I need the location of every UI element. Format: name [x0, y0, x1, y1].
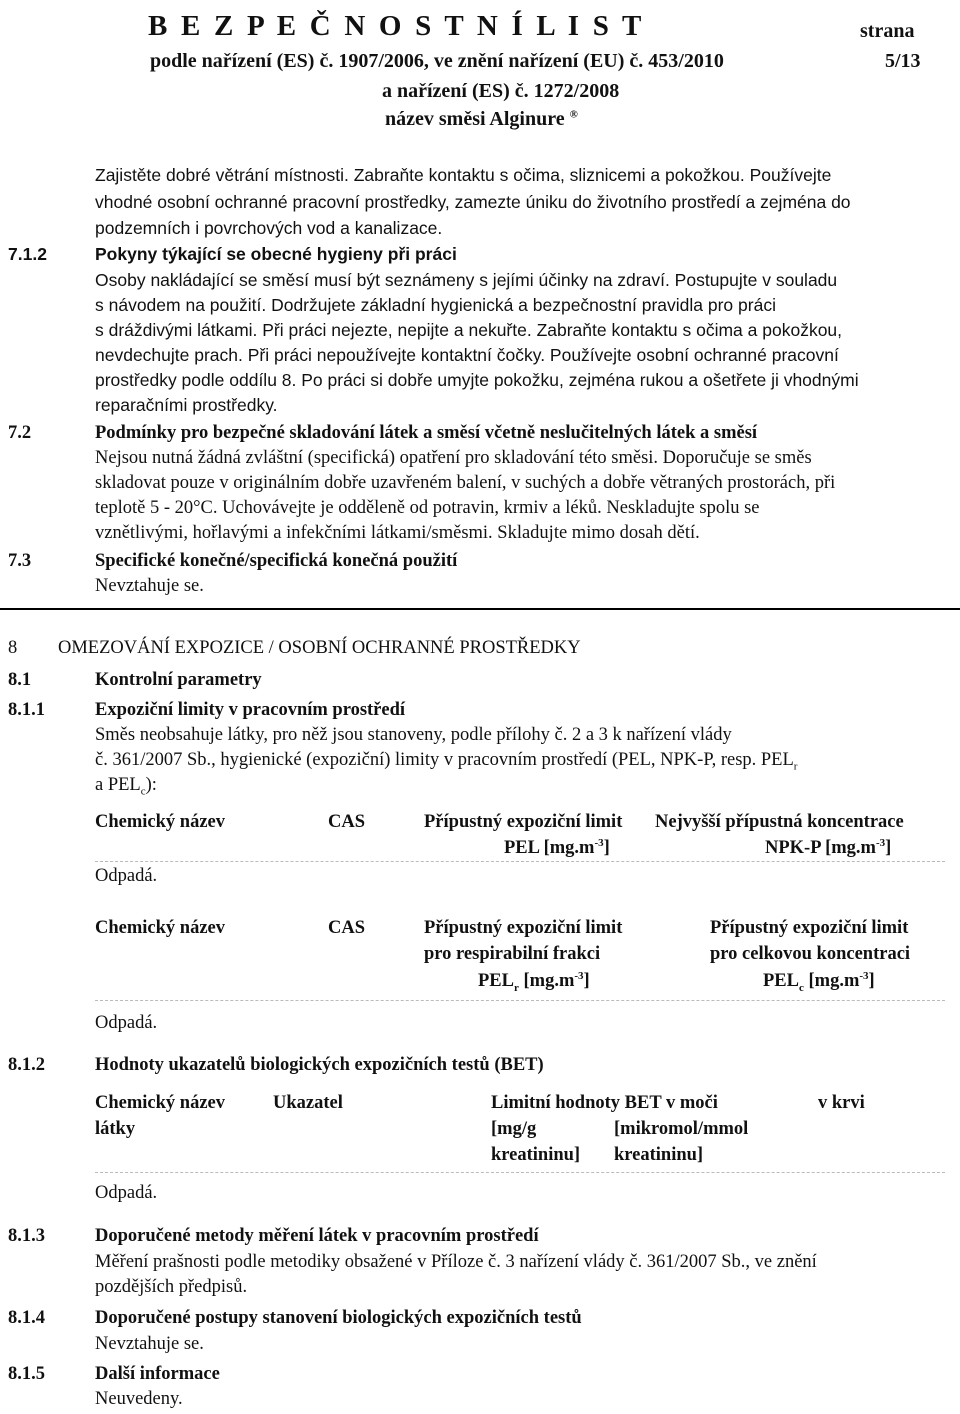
table-header-pel-r: Přípustný expoziční limit [424, 918, 623, 938]
section-number: 8.1.4 [8, 1308, 45, 1328]
table-row: Odpadá. [95, 1013, 158, 1033]
header-regulation-line-2: a nařízení (ES) č. 1272/2008 [382, 80, 620, 102]
section-number: 7.2 [8, 423, 32, 443]
table-header-pel-c-2: pro celkovou koncentraci [710, 944, 911, 964]
table-header-chemical-name-2: látky [95, 1119, 136, 1139]
section-heading: OMEZOVÁNÍ EXPOZICE / OSOBNÍ OCHRANNÉ PROSTŘEDKY [58, 638, 581, 658]
table-header-unit-mikromol: [mikromol/mmol [614, 1119, 749, 1139]
paragraph-line: Nevztahuje se. [95, 1334, 204, 1354]
section-number: 8.1.5 [8, 1364, 45, 1384]
paragraph-line: s návodem na použití. Dodržujete základní hygienická a bezpečnostní pravidla pro práci [95, 295, 776, 315]
paragraph-line: Nevztahuje se. [95, 576, 204, 596]
paragraph-line: prostředky podle oddílu 8. Po práci si dobře umyjte pokožku, zejména rukou a ošetřete ji vhodnými [95, 370, 859, 390]
section-number: 8.1.3 [8, 1226, 45, 1246]
paragraph-line: s dráždivými látkami. Při práci nejezte, nepijte a nekuřte. Zabraňte kontaktu s očima a pokožkou, [95, 320, 843, 340]
table-header-indicator: Ukazatel [273, 1093, 343, 1113]
section-heading: Expoziční limity v pracovním prostředí [95, 700, 406, 720]
registered-mark: ® [569, 108, 578, 121]
section-heading: Kontrolní parametry [95, 670, 262, 690]
paragraph-line: Osoby nakládající se směsí musí být seznámeny s jejími účinky na zdraví. Postupujte v souladu [95, 270, 838, 290]
table-header-pel: Přípustný expoziční limit [424, 812, 623, 832]
section-number: 8 [8, 638, 18, 658]
table-divider [95, 1000, 945, 1001]
table-header-pel-r-2: pro respirabilní frakci [424, 944, 601, 964]
table-header-blood: v krvi [818, 1093, 865, 1113]
table-header-cas: CAS [328, 918, 366, 938]
header-regulation-line: podle nařízení (ES) č. 1907/2006, ve znění nařízení (EU) č. 453/2010 [150, 50, 724, 72]
table-row: Odpadá. [95, 866, 158, 886]
header-product-name: název směsi Alginure ® [385, 108, 578, 130]
section-number: 8.1.1 [8, 700, 45, 720]
table-header-chemical-name: Chemický název [95, 812, 225, 832]
paragraph-line: Neuvedeny. [95, 1389, 183, 1409]
paragraph-line: vhodné osobní ochranné pracovní prostředky, zamezte úniku do životního prostředí a zejména do [95, 192, 851, 212]
table-divider [95, 1172, 945, 1173]
section-heading: Doporučené postupy stanovení biologických expozičních testů [95, 1308, 582, 1328]
table-header-unit-mikromol-2: kreatininu] [614, 1145, 704, 1165]
paragraph-line: nevdechujte prach. Při práci nepoužívejte kontaktní čočky. Používejte osobní ochranné pracovní [95, 345, 839, 365]
table-header-pel-c-unit: $PEL_c$ $[mg.m^{-3}]$ [763, 970, 875, 994]
paragraph-line: pozdějších předpisů. [95, 1277, 248, 1297]
page-label: strana [860, 20, 915, 42]
paragraph-line: teplotě 5 - 20°C. Uchovávejte je odděleně od potravin, krmiv a léků. Neskladujte spolu se [95, 498, 760, 518]
section-divider [0, 608, 960, 610]
table-divider [95, 861, 945, 862]
paragraph-line: Směs neobsahuje látky, pro něž jsou stanoveny, podle přílohy č. 2 a 3 k nařízení vlády [95, 725, 732, 745]
section-heading: Hodnoty ukazatelů biologických expozičních testů (BET) [95, 1055, 544, 1075]
paragraph-line: č. 361/2007 Sb., hygienické (expoziční) limity v pracovním prostředí (PEL, NPK-P, resp. $PEL_r$ [95, 750, 798, 773]
document-title: B E Z P E Č N O S T N Í L I S T [148, 10, 645, 42]
table-header-pel-r-unit: $PEL_r$ $[mg.m^{-3}]$ [478, 970, 590, 994]
table-header-chemical-name: Chemický název [95, 918, 225, 938]
section-heading: Další informace [95, 1364, 220, 1384]
paragraph-line: skladovat pouze v originálním dobře uzavřeném balení, v suchých a dobře větraných prostorách, při [95, 473, 836, 493]
table-header-unit-mg-2: kreatininu] [491, 1145, 581, 1165]
table-header-pel-c: Přípustný expoziční limit [710, 918, 909, 938]
table-header-bet-urine: Limitní hodnoty BET v moči [491, 1093, 718, 1113]
table-header-unit-mg: [mg/g [491, 1119, 537, 1139]
table-row: Odpadá. [95, 1183, 158, 1203]
section-number: 8.1 [8, 670, 32, 690]
page-number: 5/13 [885, 50, 921, 72]
section-heading: Podmínky pro bezpečné skladování látek a směsí včetně neslučitelných látek a směsí [95, 423, 758, 443]
section-number: 8.1.2 [8, 1055, 45, 1075]
paragraph-line: podzemních i povrchových vod a kanalizace. [95, 218, 443, 238]
section-heading: Specifické konečné/specifická konečná použití [95, 551, 458, 571]
table-header-npk: Nejvyšší přípustná koncentrace [655, 812, 904, 832]
table-header-chemical-name: Chemický název [95, 1093, 225, 1113]
section-number: 7.3 [8, 551, 32, 571]
paragraph-line: Měření prašnosti podle metodiky obsažené v Příloze č. 3 nařízení vlády č. 361/2007 Sb., ve znění [95, 1252, 817, 1272]
paragraph-line: vznětlivými, hořlavými a infekčními látkami/směsmi. Skladujte mimo dosah dětí. [95, 523, 700, 543]
table-header-pel-unit: PEL $[mg.m^{-3}]$ [504, 837, 610, 859]
section-heading: Pokyny týkající se obecné hygieny při práci [95, 244, 457, 264]
paragraph-line: Zajistěte dobré větrání místnosti. Zabraňte kontaktu s očima, sliznicemi a pokožkou. Používejte [95, 165, 832, 185]
section-number: 7.1.2 [8, 244, 47, 264]
paragraph-line: a $PEL_c$): [95, 775, 157, 798]
section-heading: Doporučené metody měření látek v pracovním prostředí [95, 1226, 539, 1246]
paragraph-line: Nejsou nutná žádná zvláštní (specifická) opatření pro skladování této směsi. Doporučuje se směs [95, 448, 812, 468]
paragraph-line: reparačními prostředky. [95, 395, 278, 415]
table-header-npk-unit: NPK-P $[mg.m^{-3}]$ [765, 837, 892, 859]
table-header-cas: CAS [328, 812, 366, 832]
